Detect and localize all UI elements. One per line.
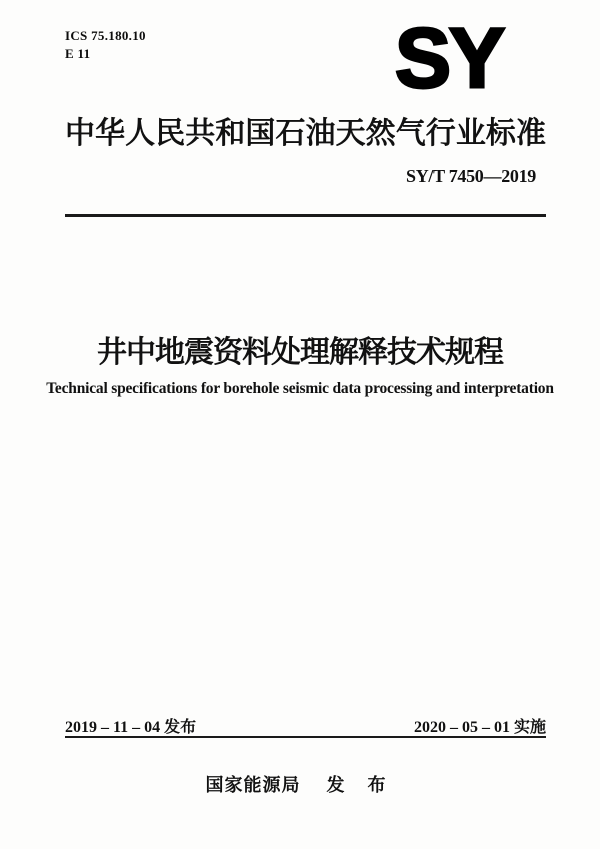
header-divider-line	[65, 214, 546, 217]
standard-number: SY/T 7450—2019	[406, 166, 536, 186]
ics-code: ICS 75.180.10	[65, 28, 146, 43]
publisher-name: 国家能源局	[205, 775, 301, 795]
implement-date: 2020 – 05 – 01 实施	[413, 719, 546, 736]
dates-row	[65, 714, 546, 737]
issue-date: 2019 – 11 – 04 发布	[65, 719, 197, 736]
publisher-row	[0, 771, 600, 797]
standard-category-name: 中华人民共和国石油天然气行业标准	[65, 117, 546, 150]
publish-label: 发 布	[326, 775, 395, 795]
sy-standard-logo: SY	[394, 11, 503, 105]
footer-divider-line	[65, 736, 546, 738]
doc-class-code: E 11	[65, 46, 91, 61]
document-title-english: Technical specifications for borehole seismic data processing and interpretation	[46, 380, 554, 397]
document-title-chinese: 井中地震资料处理解释技术规程	[97, 336, 503, 369]
classification-codes	[65, 27, 146, 63]
